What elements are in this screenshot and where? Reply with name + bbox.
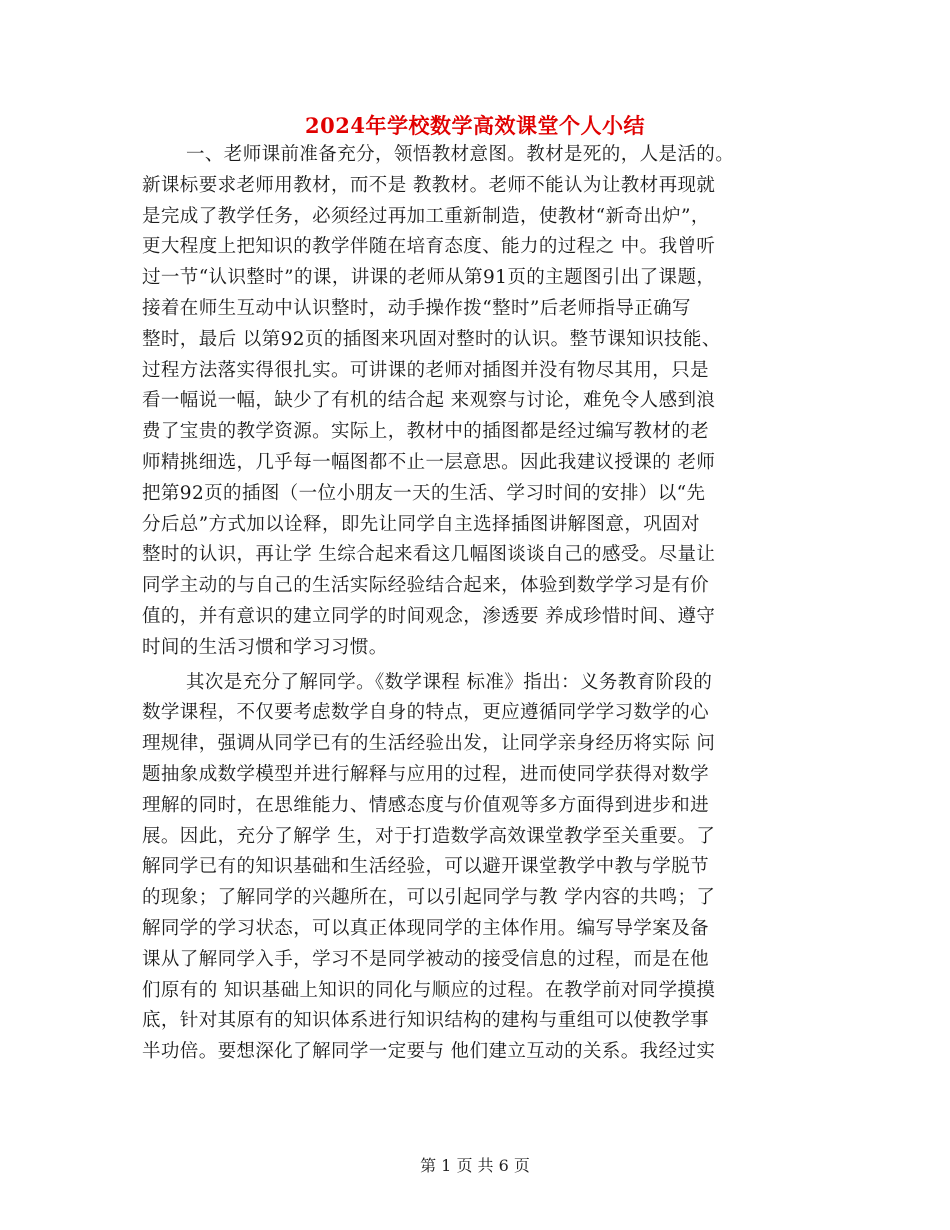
- text-line: 过程方法落实得很扎实。可讲课的老师对插图并没有物尽其用，只是: [142, 359, 710, 381]
- text-line: 课从了解同学入手，学习不是同学被动的接受信息的过程，而是在他: [142, 948, 710, 970]
- text-line: 接着在师生互动中认识整时，动手操作拨“整时”后老师指导正确写: [142, 297, 691, 319]
- text-line: 新课标要求老师用教材，而不是 教教材。老师不能认为让教材再现就: [142, 174, 716, 196]
- text-line: 们原有的 知识基础上知识的同化与顺应的过程。在教学前对同学摸摸: [142, 979, 716, 1001]
- text-line: 把第92页的插图（一位小朋友一天的生活、学习时间的安排）以“先: [142, 482, 706, 504]
- text-line: 师精挑细选，几乎每一幅图都不止一层意思。因此我建议授课的 老师: [142, 451, 716, 473]
- document-title: 2024年学校数学高效课堂个人小结: [305, 113, 645, 138]
- text-line: 值的，并有意识的建立同学的时间观念，渗透要 养成珍惜时间、遵守: [142, 605, 716, 627]
- text-line: 题抽象成数学模型并进行解释与应用的过程，进而使同学获得对数学: [142, 763, 710, 785]
- text-line: 是完成了教学任务，必须经过再加工重新制造，使教材“新奇出炉”，: [142, 205, 710, 227]
- paragraph-2: [142, 668, 810, 1068]
- text-line: 理规律，强调从同学已有的生活经验出发，让同学亲身经历将实际 问: [142, 733, 716, 755]
- text-line: 半功倍。要想深化了解同学一定要与 他们建立互动的关系。我经过实: [142, 1041, 716, 1063]
- text-line: 更大程度上把知识的教学伴随在培育态度、能力的过程之 中。我曾听: [142, 236, 716, 258]
- text-line: 整时的认识，再让学 生综合起来看这几幅图谈谈自己的感受。尽量让: [142, 544, 716, 566]
- text-line: 看一幅说一幅，缺少了有机的结合起 来观察与讨论，难免令人感到浪: [142, 390, 716, 412]
- text-line: 分后总”方式加以诠释，即先让同学自主选择插图讲解图意，巩固对: [142, 513, 700, 535]
- text-line: 一、老师课前准备充分，领悟教材意图。教材是死的，人是活的。: [186, 144, 735, 165]
- text-line: 解同学已有的知识基础和生活经验，可以避开课堂教学中教与学脱节: [142, 856, 710, 878]
- text-line: 其次是充分了解同学。《数学课程 标准》指出：义务教育阶段的: [186, 671, 713, 693]
- text-line: 过一节“认识整时”的课，讲课的老师从第91页的主题图引出了课题，: [142, 267, 716, 289]
- text-line: 底，针对其原有的知识体系进行知识结构的建构与重组可以使教学事: [142, 1010, 710, 1032]
- text-line: 同学主动的与自己的生活实际经验结合起来，体验到数学学习是有价: [142, 575, 710, 597]
- text-line: 整时，最后 以第92页的插图来巩固对整时的认识。整节课知识技能、: [142, 328, 721, 350]
- paragraph-1: [142, 140, 810, 664]
- text-line: 的现象；了解同学的兴趣所在，可以引起同学与教 学内容的共鸣；了: [142, 887, 716, 909]
- text-line: 时间的生活习惯和学习习惯。: [142, 636, 388, 658]
- page-number-footer: 第 1 页 共 6 页: [420, 1156, 530, 1175]
- text-line: 展。因此，充分了解学 生，对于打造数学高效课堂教学至关重要。了: [142, 825, 716, 847]
- text-line: 解同学的学习状态，可以真正体现同学的主体作用。编写导学案及备: [142, 917, 710, 939]
- text-line: 理解的同时，在思维能力、情感态度与价值观等多方面得到进步和进: [142, 794, 710, 816]
- document-body: [142, 140, 810, 1068]
- text-line: 数学课程，不仅要考虑数学自身的特点，更应遵循同学学习数学的心: [142, 702, 710, 724]
- text-line: 费了宝贵的教学资源。实际上，教材中的插图都是经过编写教材的老: [142, 421, 710, 443]
